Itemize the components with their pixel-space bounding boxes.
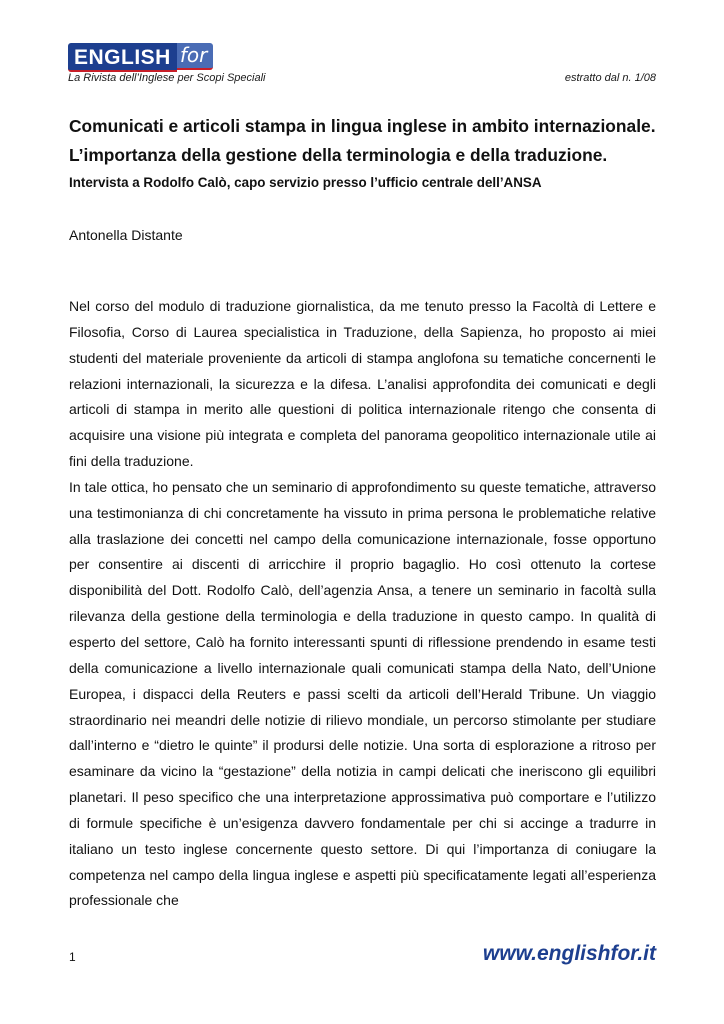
page-number: 1 [69, 950, 76, 964]
logo-for-text: for [177, 43, 214, 70]
body-paragraph-2: In tale ottica, ho pensato che un seminario di approfondimento su queste tematiche, attraverso una testimonianza di chi concretamente ha vissuto in prima persona le problematiche relative alla traslazione dei concetti nel campo della comunicazione internazionale, fosse opportuno per consentire ai discenti di arricchire il proprio bagaglio. Ho così ottenuto la cortese disponibilità del Dott. Rodolfo Calò, dell’agenzia Ansa, a tenere un seminario in facoltà sulla rilevanza della gestione della terminologia e della traduzione in questo campo. In qualità di esperto del settore, Calò ha fornito interessanti spunti di riflessione prendendo in esame testi della comunicazione a livello internazionale quali comunicati stampa della Nato, dell’Unione Europea, i dispacci della Reuters e passi scelti da articoli dell’Herald Tribune. Un viaggio straordinario nei meandri delle notizie di rilievo mondiale, un percorso stimolante per studiare dall’interno e “dietro le quinte” il prodursi delle notizie. Una sorta di esplorazione a ritroso per esaminare da vicino la “gestazione” della notizia in campi delicati che ineriscono gli equilibri planetari. Il peso specifico che una interpretazione approssimativa può comportare e l’utilizzo di formule specifiche è un’esigenza davvero fondamentale per chi si accinge a tradurre in italiano un testo inglese concernente questo settore. Di qui l’importanza di coniugare la competenza nel campo della lingua inglese e aspetti più specificatamente legati all’esperienza professionale che [69, 478, 656, 909]
article-subtitle: Intervista a Rodolfo Calò, capo servizio presso l’ufficio centrale dell’ANSA [69, 175, 542, 190]
englishfor-logo [68, 43, 213, 70]
issue-extract-note: estratto dal n. 1/08 [564, 72, 656, 84]
magazine-tagline: La Rivista dell’Inglese per Scopi Speciali [68, 72, 266, 84]
website-link[interactable]: www.englishfor.it [482, 942, 656, 965]
logo-english-text: ENGLISH [68, 43, 177, 72]
article-title-line-1: Comunicati e articoli stampa in lingua inglese in ambito internazionale. [69, 116, 656, 136]
article-title-line-2: L’importanza della gestione della terminologia e della traduzione. [69, 145, 608, 165]
body-paragraph-1: Nel corso del modulo di traduzione giornalistica, da me tenuto presso la Facoltà di Lettere e Filosofia, Corso di Laurea specialistica in Traduzione, della Sapienza, ho proposto ai miei studenti del materiale proveniente da articoli di stampa anglofona su tematiche concernenti le relazioni internazionali, la sicurezza e la difesa. L’analisi approfondita dei comunicati e degli articoli di stampa in merito alle questioni di politica internazionale ritengo che consenta di acquisire una visione più integrata e completa del panorama geopolitico internazionale utile ai fini della traduzione. [69, 298, 656, 470]
article-body [69, 294, 656, 914]
article-author: Antonella Distante [69, 227, 183, 243]
